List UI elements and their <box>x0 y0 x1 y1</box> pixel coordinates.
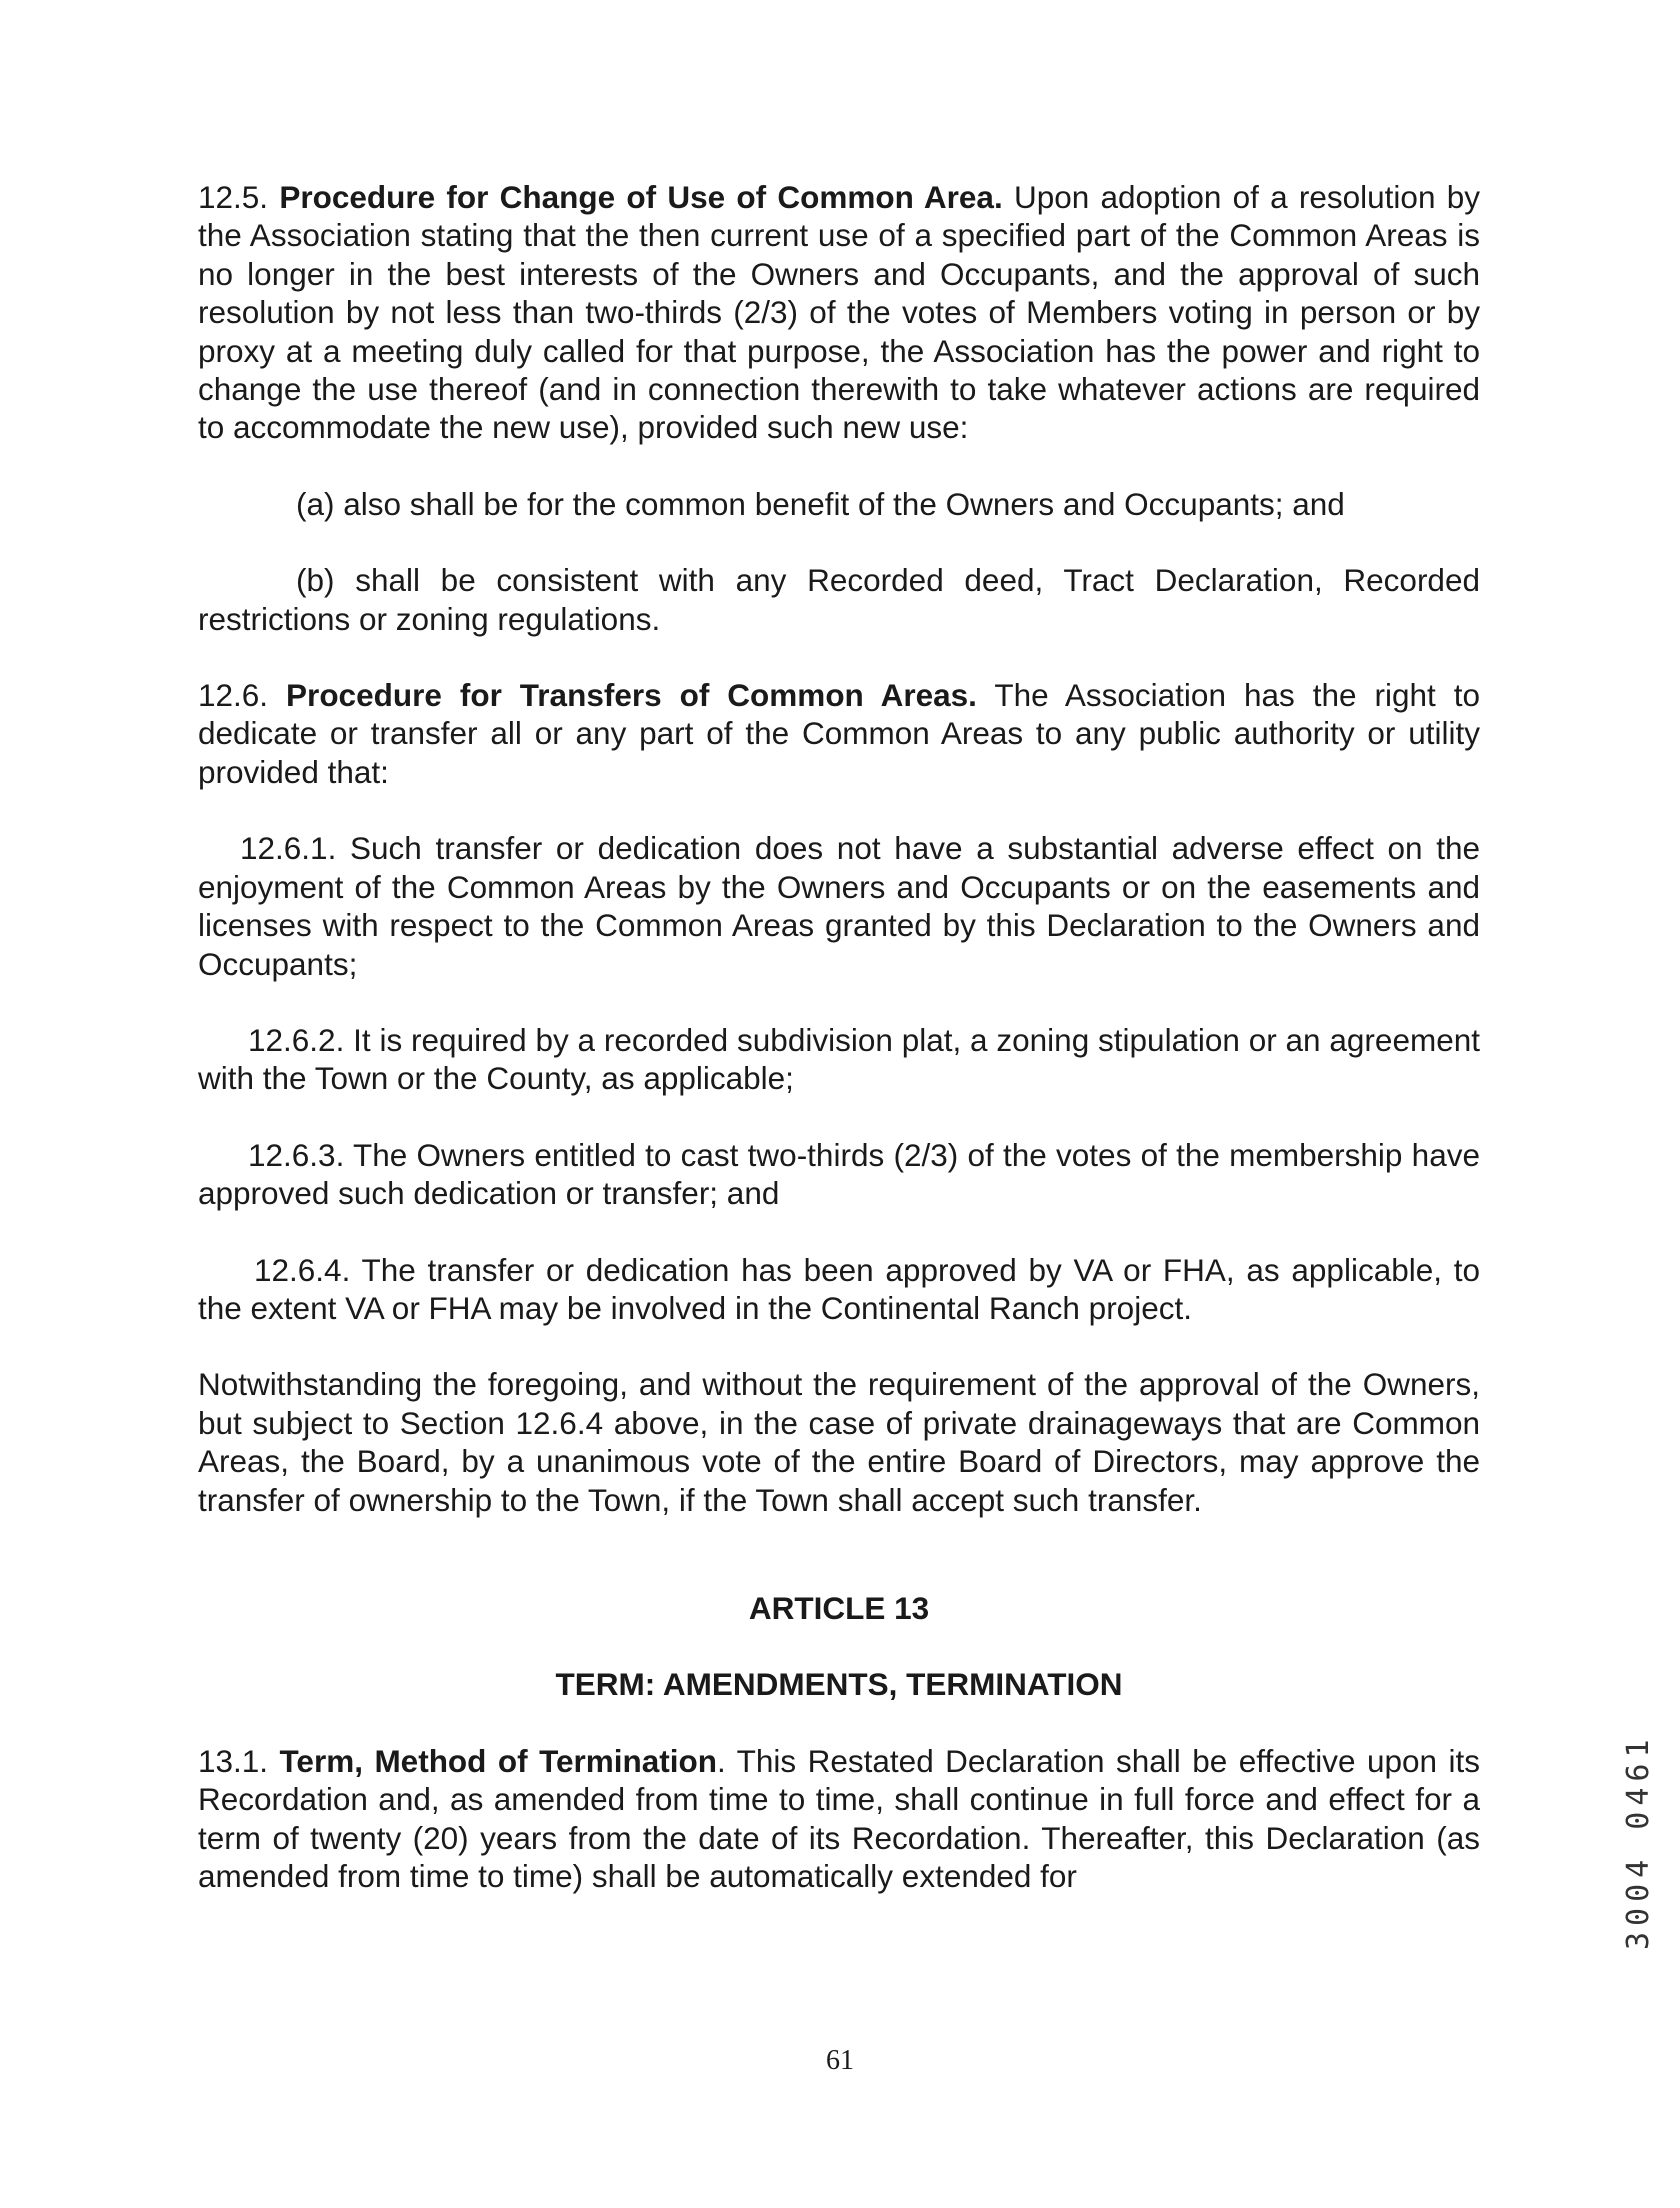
section-13-1 <box>198 1742 1480 1896</box>
section-12-6-4: 12.6.4. The transfer or dedication has been approved by VA or FHA, as applicable, to the extent VA or FHA may be involved in the Continental Ranch project. <box>198 1251 1480 1326</box>
section-12-5-item-b: (b) shall be consistent with any Recorded deed, Tract Declaration, Recorded restrictions or zoning regulations. <box>198 562 1480 637</box>
article-number: ARTICLE 13 <box>748 1589 930 1626</box>
section-12-6-title: Procedure for Transfers of Common Areas. <box>286 677 977 714</box>
margin-recording-stamp <box>1590 1570 1656 1970</box>
section-12-5 <box>198 178 1480 447</box>
section-12-6-1: 12.6.1. Such transfer or dedication does not have a substantial adverse effect on the enjoyment of the Common Areas by the Owners and Occupants or on the easements and licenses with respect to the Common Areas granted by this Declaration to the Owners and Occupants; <box>198 830 1480 982</box>
section-13-1-title: Term, Method of Termination <box>279 1742 718 1779</box>
section-13-1-number: 13.1. <box>198 1742 269 1779</box>
article-title: TERM: AMENDMENTS, TERMINATION <box>555 1666 1123 1703</box>
section-12-6 <box>198 676 1480 791</box>
section-12-6-2: 12.6.2. It is required by a recorded subdivision plat, a zoning stipulation or an agreement with the Town or the County, as applicable; <box>198 1021 1480 1097</box>
section-13-1-body: . This Restated Declaration shall be effective upon its Recordation and, as amended from time to time, shall continue in full force and effect for a term of twenty (20) years from the date of its Recordation. Thereafter, this Declaration (as amended from time to time) shall be automatically extended for <box>198 1742 1480 1894</box>
section-12-5-title: Procedure for Change of Use of Common Area. <box>279 179 1003 215</box>
section-12-5-item-a: (a) also shall be for the common benefit of the Owners and Occupants; and <box>296 485 1345 522</box>
margin-stamp-text: 3004 0461 <box>1621 1733 1656 1950</box>
section-12-6-body: The Association has the right to dedicate or transfer all or any part of the Common Areas to any public authority or utility provided that: <box>198 677 1480 790</box>
section-12-5-number: 12.5. <box>198 179 269 215</box>
section-12-6-number: 12.6. <box>198 677 269 714</box>
notwithstanding-paragraph: Notwithstanding the foregoing, and without the requirement of the approval of the Owners, but subject to Section 12.6.4 above, in the case of private drainageways that are Common Areas, the Board, by a unanimous vote of the entire Board of Directors, may approve the transfer of ownership to the Town, if the Town shall accept such transfer. <box>198 1366 1480 1518</box>
section-12-6-3: 12.6.3. The Owners entitled to cast two-thirds (2/3) of the votes of the membership have approved such dedication or transfer; and <box>198 1136 1480 1212</box>
section-12-5-body: Upon adoption of a resolution by the Association stating that the then current use of a specified part of the Common Areas is no longer in the best interests of the Owners and Occupants, and the approval of such resolution by not less than two-thirds (2/3) of the votes of Members voting in person or by proxy at a meeting duly called for that purpose, the Association has the power and right to change the use thereof (and in connection therewith to take whatever actions are required to accommodate the new use), provided such new use: <box>198 179 1480 446</box>
page-number: 61 <box>826 2045 854 2076</box>
document-page <box>198 178 1480 1895</box>
